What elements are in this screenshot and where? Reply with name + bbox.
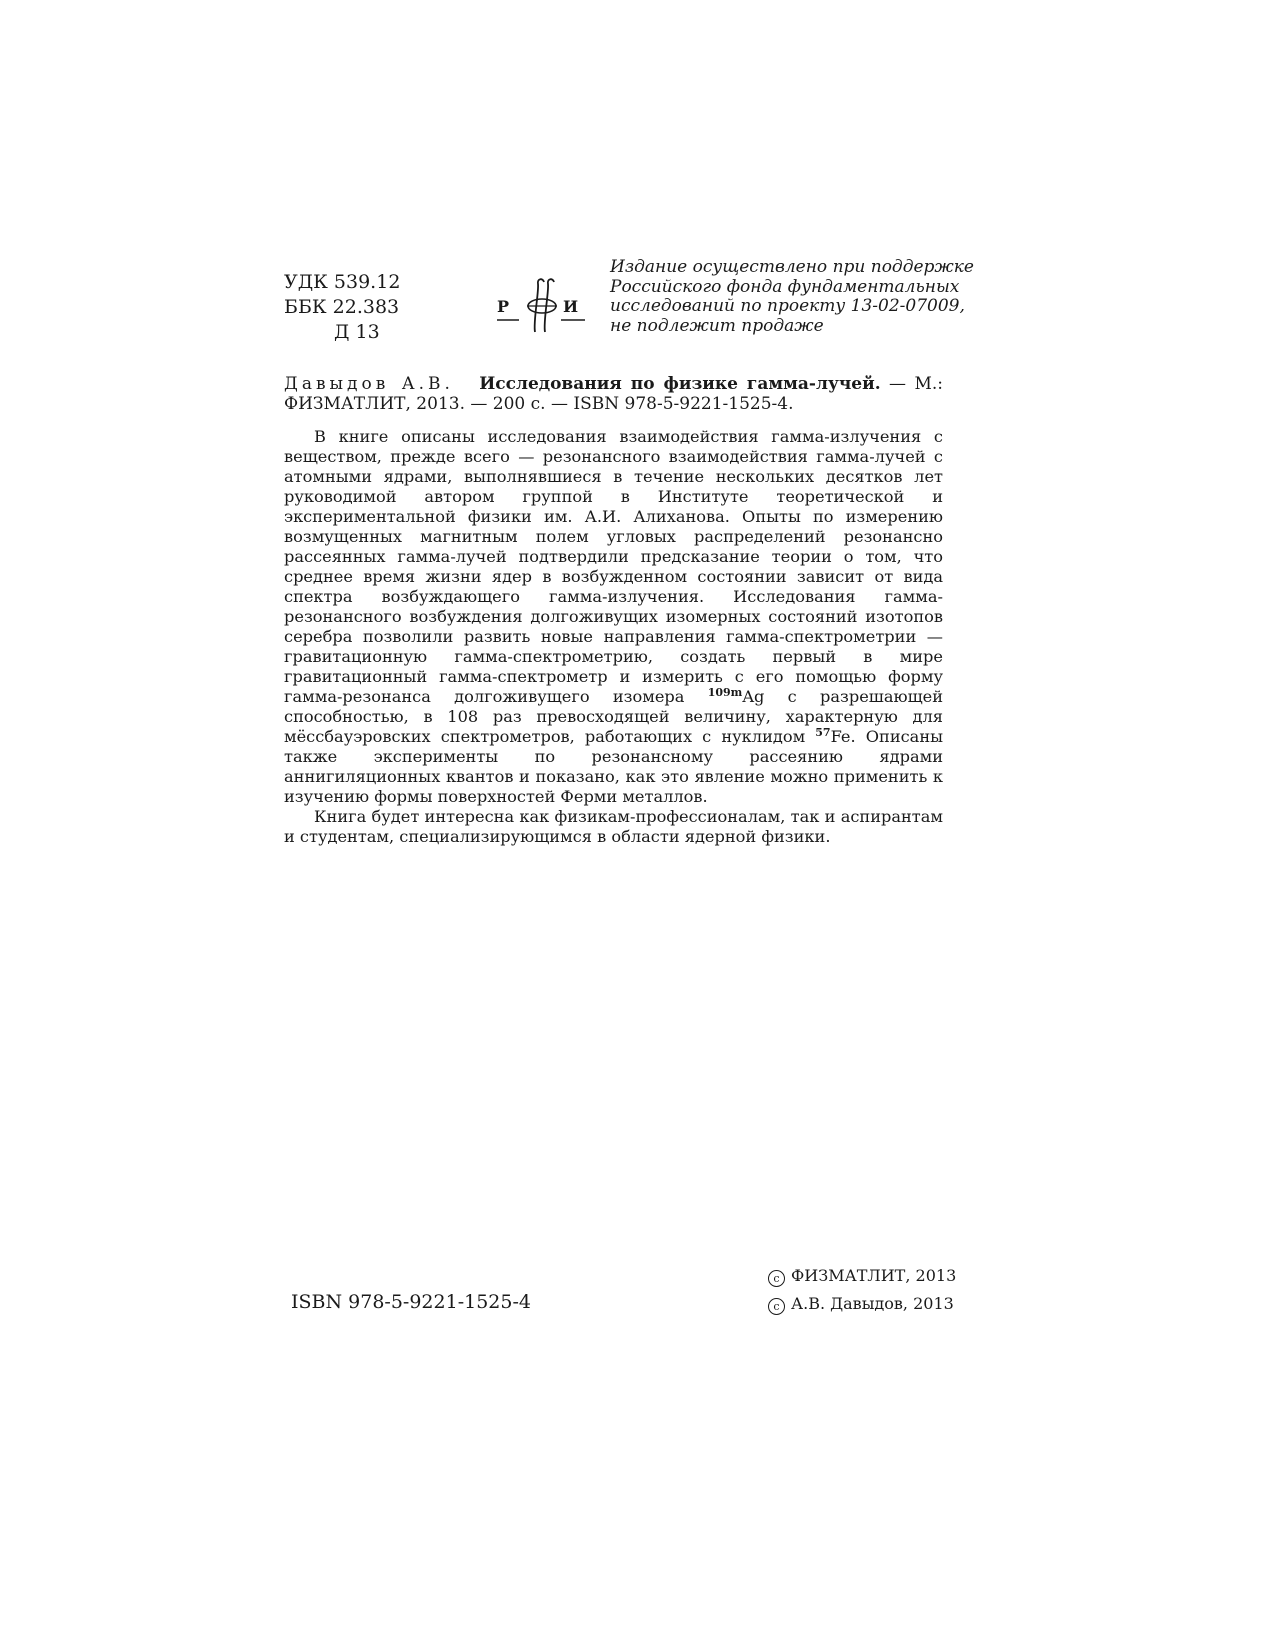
book-imprint: М.: ФИЗМАТЛИТ, 2013. — 200 с. — ISBN 978-5-9221-1525-4. xyxy=(284,374,944,414)
bibliographic-record xyxy=(284,374,943,414)
bbk-code: ББК 22.383 xyxy=(284,296,400,318)
isotope-symbol-ag: Ag xyxy=(742,687,765,706)
copyright-author-line xyxy=(768,1290,956,1318)
copyright-icon: c xyxy=(768,1298,785,1315)
logo-letter-left: Р xyxy=(497,297,510,316)
support-line-2: Российского фонда фундаментальных xyxy=(610,276,960,297)
book-title: Исследования по физике гамма-лучей. xyxy=(479,374,881,394)
support-line-4: не подлежит продаже xyxy=(610,315,824,336)
logo-center-glyph xyxy=(527,279,557,332)
isotope-mass-ag: 109m xyxy=(707,686,743,699)
logo-letter-right: И xyxy=(563,297,579,316)
support-line-1: Издание осуществлено при поддержке xyxy=(610,257,974,277)
rfbr-logo-icon xyxy=(497,276,597,336)
book-author: Давыдов А.В. xyxy=(284,374,454,394)
isbn: ISBN 978-5-9221-1525-4 xyxy=(291,1291,531,1313)
annotation-paragraph-1 xyxy=(284,427,943,807)
udk-code: УДК 539.12 xyxy=(284,271,401,293)
isotope-symbol-fe: Fe xyxy=(830,727,851,746)
copyright-publisher: ФИЗМАТЛИТ, 2013 xyxy=(791,1266,957,1285)
annotation-paragraph-2: Книга будет интересна как физикам-профессионалам, так и аспирантам и студентам, специализирующимся в области ядерной физики. xyxy=(284,807,943,846)
annotation-text-3: . Описаны также эксперименты по резонансному рассеянию ядрами аннигиляционных квантов и показано, как это явление можно применить к изучению формы поверхностей Ферми металлов. xyxy=(284,727,943,806)
copyright-author: А.В. Давыдов, 2013 xyxy=(791,1294,954,1313)
annotation-text-2: с разрешающей способностью, в 108 раз превосходящей величину, характерную для мёссбауэровских спектрометров, работающих с нуклидом xyxy=(284,687,944,746)
support-notice xyxy=(610,257,974,336)
copyright-block xyxy=(768,1262,956,1318)
author-mark: Д 13 xyxy=(334,321,380,343)
isotope-mass-fe: 57 xyxy=(815,726,831,739)
title-dash: — xyxy=(889,374,915,394)
classification-block xyxy=(284,270,400,345)
annotation-text-1: В книге описаны исследования взаимодействия гамма-излучения с веществом, прежде всего — резонансного взаимодействия гамма-лучей с атомными ядрами, выполнявшиеся в течение нескольких десятков лет руководимой автором группой в Институте теоретической и экспериментальной физики им. А.И. Алиханова. Опыты по измерению возмущенных магнитным полем угловых распределений резонансно рассеянных гамма-лучей подтвердили предсказание теории о том, что среднее время жизни ядер в возбужденном состоянии зависит от вида спектра возбуждающего гамма-излучения. Исследования гамма-резонансного возбуждения долгоживущих изомерных состояний изотопов серебра позволили развить новые направления гамма-спектрометрии — гравитационную гамма-спектрометрию, создать первый в мире гравитационный гамма-спектрометр и измерить с его помощью форму гамма-резонанса долгоживущего изомера xyxy=(284,427,943,706)
logo-letter-center: Ф xyxy=(541,334,542,335)
copyright-publisher-line xyxy=(768,1262,956,1290)
annotation xyxy=(284,427,943,847)
support-line-3: исследований по проекту 13-02-07009, xyxy=(610,296,965,317)
copyright-icon: c xyxy=(768,1270,785,1287)
